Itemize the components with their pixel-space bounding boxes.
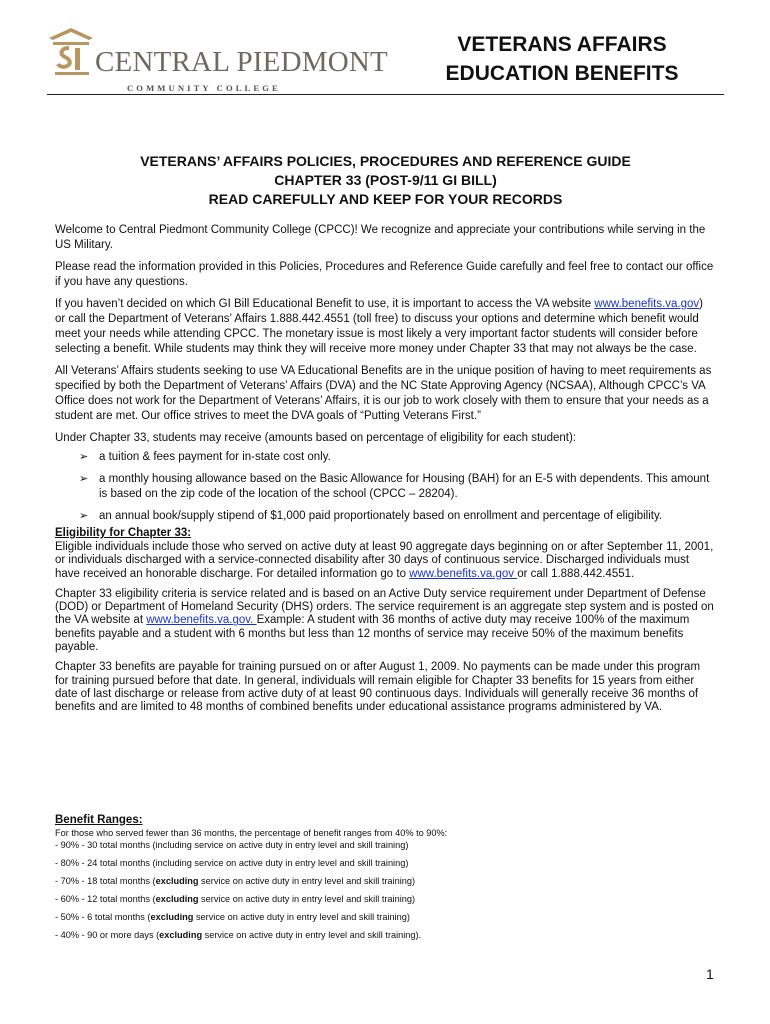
range-item bbox=[55, 857, 715, 869]
guide-title bbox=[47, 152, 724, 209]
va-website-link-2[interactable]: www.benefits.va.gov bbox=[409, 567, 518, 580]
list-item-text: a monthly housing allowance based on the Basic Allowance for Housing (BAH) for an E-5 with dependents. This amount is based on the zip code of the location of the school (CPCC – 28204). bbox=[99, 473, 710, 500]
text-span: service on active duty in entry level and skill training) bbox=[198, 876, 416, 886]
chapter33-intro-paragraph: Under Chapter 33, students may receive (amounts based on percentage of eligibility for each student): bbox=[55, 432, 576, 444]
text-span: Example: A student with 36 months of active duty may receive 100% of the maximum benefits payable and a student with 6 months but less than 12 months of service may receive 50% of the maximum benefits payable. bbox=[55, 614, 690, 654]
eligibility-paragraph bbox=[55, 541, 715, 581]
text-span: service on active duty in entry level and skill training) bbox=[193, 912, 410, 922]
welcome-paragraph: Welcome to Central Piedmont Community College (CPCC)! We recognize and appreciate your contributions while serving in the US Military. bbox=[55, 224, 706, 251]
text-span: - 90% - 30 total months (including service on active duty in entry level and skill training) bbox=[55, 840, 409, 850]
text-span: - 80% - 24 total months (including service on active duty in entry level and skill training) bbox=[55, 858, 409, 868]
range-item bbox=[55, 839, 715, 851]
va-website-link[interactable]: www.benefits.va.gov bbox=[594, 298, 700, 310]
va-website-link-3[interactable]: www.benefits.va.gov. bbox=[146, 614, 257, 627]
text-span: - 40% - 90 or more days ( bbox=[55, 930, 160, 940]
range-item bbox=[55, 893, 715, 905]
benefit-ranges bbox=[55, 814, 715, 947]
header-divider bbox=[47, 94, 724, 95]
range-item bbox=[55, 911, 715, 923]
bold-span: excluding bbox=[155, 876, 199, 886]
list-item-text: an annual book/supply stipend of $1,000 paid proportionately based on enrollment and percentage of eligibility. bbox=[99, 510, 663, 522]
payable-paragraph: Chapter 33 benefits are payable for training pursued on or after August 1, 2009. No payments can be made under this program for training pursued before that date. In general, individuals will remain eligible for Chapter 33 benefits for 15 years from either date of last discharge or release from active duty of at least 90 continuous days. Individuals will generally receive 36 months of benefits and are limited to 48 months of combined benefits under educational assistance programs administered by VA. bbox=[55, 661, 701, 714]
benefit-ranges-intro: For those who served fewer than 36 months, the percentage of benefit ranges from 40% to 90%: bbox=[55, 828, 448, 838]
list-item bbox=[55, 472, 715, 502]
list-item bbox=[55, 509, 715, 524]
logo-emblem-icon bbox=[47, 26, 95, 80]
list-item-text: a tuition & fees payment for in-state cost only. bbox=[99, 451, 331, 463]
text-span: ) or call the Department of Veterans’ Affairs 1.888.442.4551 (toll free) to discuss your options and determine which benefit would meet your needs while attending CPCC. The monetary issue is most likely a very important factor students will consider before selecting a benefit. While students may think they will receive more money under Chapter 33 that may not always be the case. bbox=[55, 298, 703, 355]
list-item bbox=[55, 450, 715, 465]
arrow-bullet-icon: ➢ bbox=[79, 510, 89, 522]
document-body bbox=[55, 223, 715, 722]
text-span: - 60% - 12 total months ( bbox=[55, 894, 156, 904]
benefits-list bbox=[55, 450, 715, 524]
header-title-line-1: VETERANS AFFAIRS bbox=[457, 33, 667, 56]
text-span: - 50% - 6 total months ( bbox=[55, 912, 151, 922]
text-span: - 70% - 18 total months ( bbox=[55, 876, 156, 886]
bold-span: excluding bbox=[159, 930, 203, 940]
bold-span: excluding bbox=[155, 894, 199, 904]
arrow-bullet-icon: ➢ bbox=[79, 473, 89, 485]
logo-subtitle: COMMUNITY COLLEGE bbox=[127, 83, 281, 93]
header-title bbox=[422, 30, 702, 88]
eligibility-heading: Eligibility for Chapter 33: bbox=[55, 527, 192, 539]
criteria-paragraph bbox=[55, 588, 715, 654]
range-item bbox=[55, 875, 715, 887]
benefit-choice-paragraph bbox=[55, 297, 715, 357]
text-span: If you haven’t decided on which GI Bill Educational Benefit to use, it is important to access the VA website bbox=[55, 298, 595, 310]
guide-title-line-3: READ CAREFULLY AND KEEP FOR YOUR RECORDS bbox=[208, 191, 563, 207]
bold-span: excluding bbox=[150, 912, 194, 922]
instructions-paragraph: Please read the information provided in this Policies, Procedures and Reference Guide carefully and feel free to contact our office if you have any questions. bbox=[55, 261, 714, 288]
header-title-line-2: EDUCATION BENEFITS bbox=[445, 62, 679, 85]
guide-title-line-1: VETERANS’ AFFAIRS POLICIES, PROCEDURES AND REFERENCE GUIDE bbox=[140, 153, 631, 169]
arrow-bullet-icon: ➢ bbox=[79, 451, 89, 463]
text-span: Eligible individuals include those who served on active duty at least 90 aggregate days beginning on or after September 11, 2001, or individuals discharged with a service-connected disability after 30 days of continuous service. Discharged individuals must have received an honorable discharge. For detailed information go to bbox=[55, 541, 714, 580]
text-span: or call 1.888.442.4551. bbox=[517, 567, 635, 580]
guide-title-line-2: CHAPTER 33 (POST-9/11 GI BILL) bbox=[274, 172, 497, 188]
text-span: Chapter 33 eligibility criteria is service related and is based on an Active Duty service requirement under Department of Defense (DOD) or Department of Homeland Security (DHS) orders. The service requirement is an aggregate step system and is posted on the VA website at bbox=[55, 587, 714, 627]
requirements-paragraph: All Veterans’ Affairs students seeking to use VA Educational Benefits are in the unique position of having to meet requirements as specified by both the Department of Veterans’ Affairs (DVA) and the NC State Approving Agency (NCSAA), Although CPCC’s VA Office does not work for the Department of Veterans’ Affairs, it is our job to work closely with them to ensure that your needs as a student are met. Our office strives to meet the DVA goals of “Putting Veterans First.” bbox=[55, 365, 712, 422]
logo-name: CENTRAL PIEDMONT bbox=[95, 46, 388, 78]
page-number: 1 bbox=[706, 966, 714, 982]
range-item bbox=[55, 929, 715, 941]
text-span: service on active duty in entry level and skill training) bbox=[198, 894, 416, 904]
college-logo bbox=[47, 26, 388, 96]
benefit-ranges-heading: Benefit Ranges: bbox=[55, 814, 143, 826]
text-span: service on active duty in entry level and skill training). bbox=[202, 930, 422, 940]
